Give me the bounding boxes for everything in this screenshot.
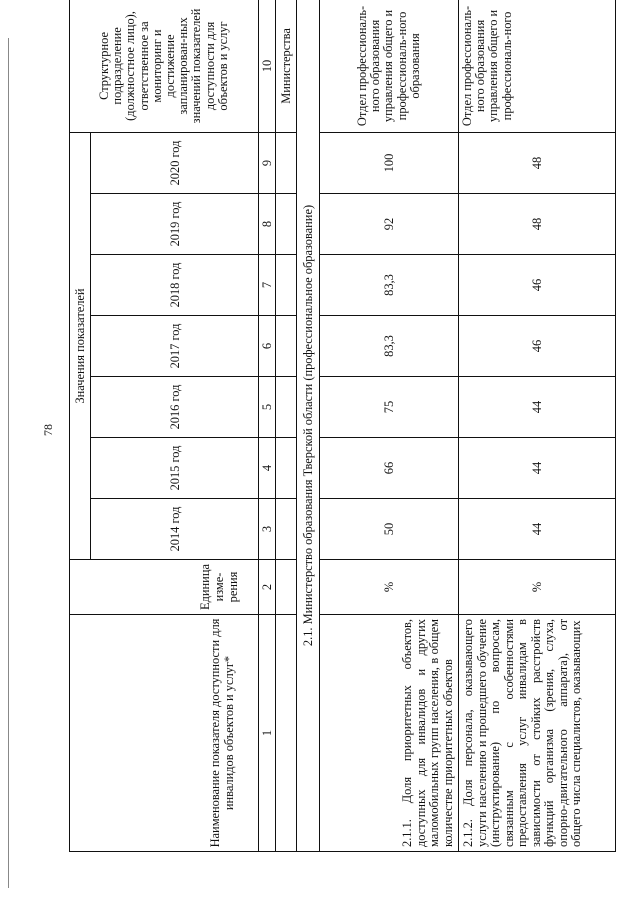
header-values-group: Значения показателей [70, 132, 91, 559]
header-year: 2014 год [91, 499, 259, 560]
column-number: 9 [259, 132, 276, 193]
indicator-value: 92 [320, 194, 459, 255]
empty-cell [276, 499, 297, 560]
responsible-department: Отдел профессиональ-ного образования управления общего и профессиональ-ного образования [320, 0, 459, 132]
column-number: 4 [259, 438, 276, 499]
indicator-value: 48 [459, 194, 616, 255]
indicator-value: 44 [459, 438, 616, 499]
empty-cell [276, 255, 297, 316]
organization-cell: Министерства [276, 0, 297, 132]
indicator-value: 83,3 [320, 255, 459, 316]
indicator-value: 75 [320, 377, 459, 438]
empty-cell [276, 194, 297, 255]
column-number: 10 [259, 0, 276, 132]
organization-row [276, 0, 297, 852]
indicator-unit: % [320, 560, 459, 615]
column-number: 7 [259, 255, 276, 316]
header-unit: Единица изме-рения [70, 560, 259, 615]
header-year: 2015 год [91, 438, 259, 499]
empty-cell [276, 438, 297, 499]
accessibility-indicators-table [69, 0, 616, 852]
column-number: 5 [259, 377, 276, 438]
column-number: 2 [259, 560, 276, 615]
header-year: 2019 год [91, 194, 259, 255]
header-year: 2018 год [91, 255, 259, 316]
empty-cell [276, 377, 297, 438]
column-number: 1 [259, 615, 276, 852]
header-year: 2017 год [91, 316, 259, 377]
indicator-value: 44 [459, 377, 616, 438]
indicator-name: 2.1.1. Доля приоритетных объектов, доступных для инвалидов и других маломобильных групп населения, в общем количестве приоритетных объектов [320, 615, 459, 852]
column-number: 3 [259, 499, 276, 560]
column-number: 8 [259, 194, 276, 255]
section-row [297, 0, 320, 852]
scan-edge-line [8, 38, 9, 888]
section-title: 2.1. Министерство образования Тверской области (профессиональное образование) [297, 0, 320, 852]
header-indicator-name: Наименование показателя доступности для инвалидов объектов и услуг* [70, 615, 259, 852]
column-number-row [259, 0, 276, 852]
empty-cell [276, 132, 297, 193]
responsible-department: Отдел профессиональ-ного образования управления общего и профессиональ-ного [459, 0, 616, 132]
indicator-value: 50 [320, 499, 459, 560]
table-row [459, 0, 616, 852]
indicator-value: 83,3 [320, 316, 459, 377]
empty-cell [276, 316, 297, 377]
table-row [320, 0, 459, 852]
page-number: 78 [40, 424, 55, 436]
header-year: 2016 год [91, 377, 259, 438]
indicator-value: 46 [459, 255, 616, 316]
indicator-value: 66 [320, 438, 459, 499]
empty-cell [276, 615, 297, 852]
indicator-value: 48 [459, 132, 616, 193]
header-row-1 [70, 0, 91, 852]
header-responsible: Структурное подразделение (должностное лицо), ответственное за мониторинг и достижение запланирован-ных значений показателей доступности для объектов и услуг [70, 0, 259, 132]
indicator-value: 100 [320, 132, 459, 193]
header-year: 2020 год [91, 132, 259, 193]
column-number: 6 [259, 316, 276, 377]
empty-cell [276, 560, 297, 615]
indicator-unit: % [459, 560, 616, 615]
indicator-name: 2.1.2. Доля персонала, оказывающего услуги населению и прошедшего обучение (инструктирование) по вопросам, связанным с особенностями предоставления услуг инвалидам в зависимости от стойких расстройств функций организма (зрения, слуха, опорно-двигательного аппарата), от общего числа специалистов, оказывающих [459, 615, 616, 852]
indicator-value: 44 [459, 499, 616, 560]
indicator-value: 46 [459, 316, 616, 377]
